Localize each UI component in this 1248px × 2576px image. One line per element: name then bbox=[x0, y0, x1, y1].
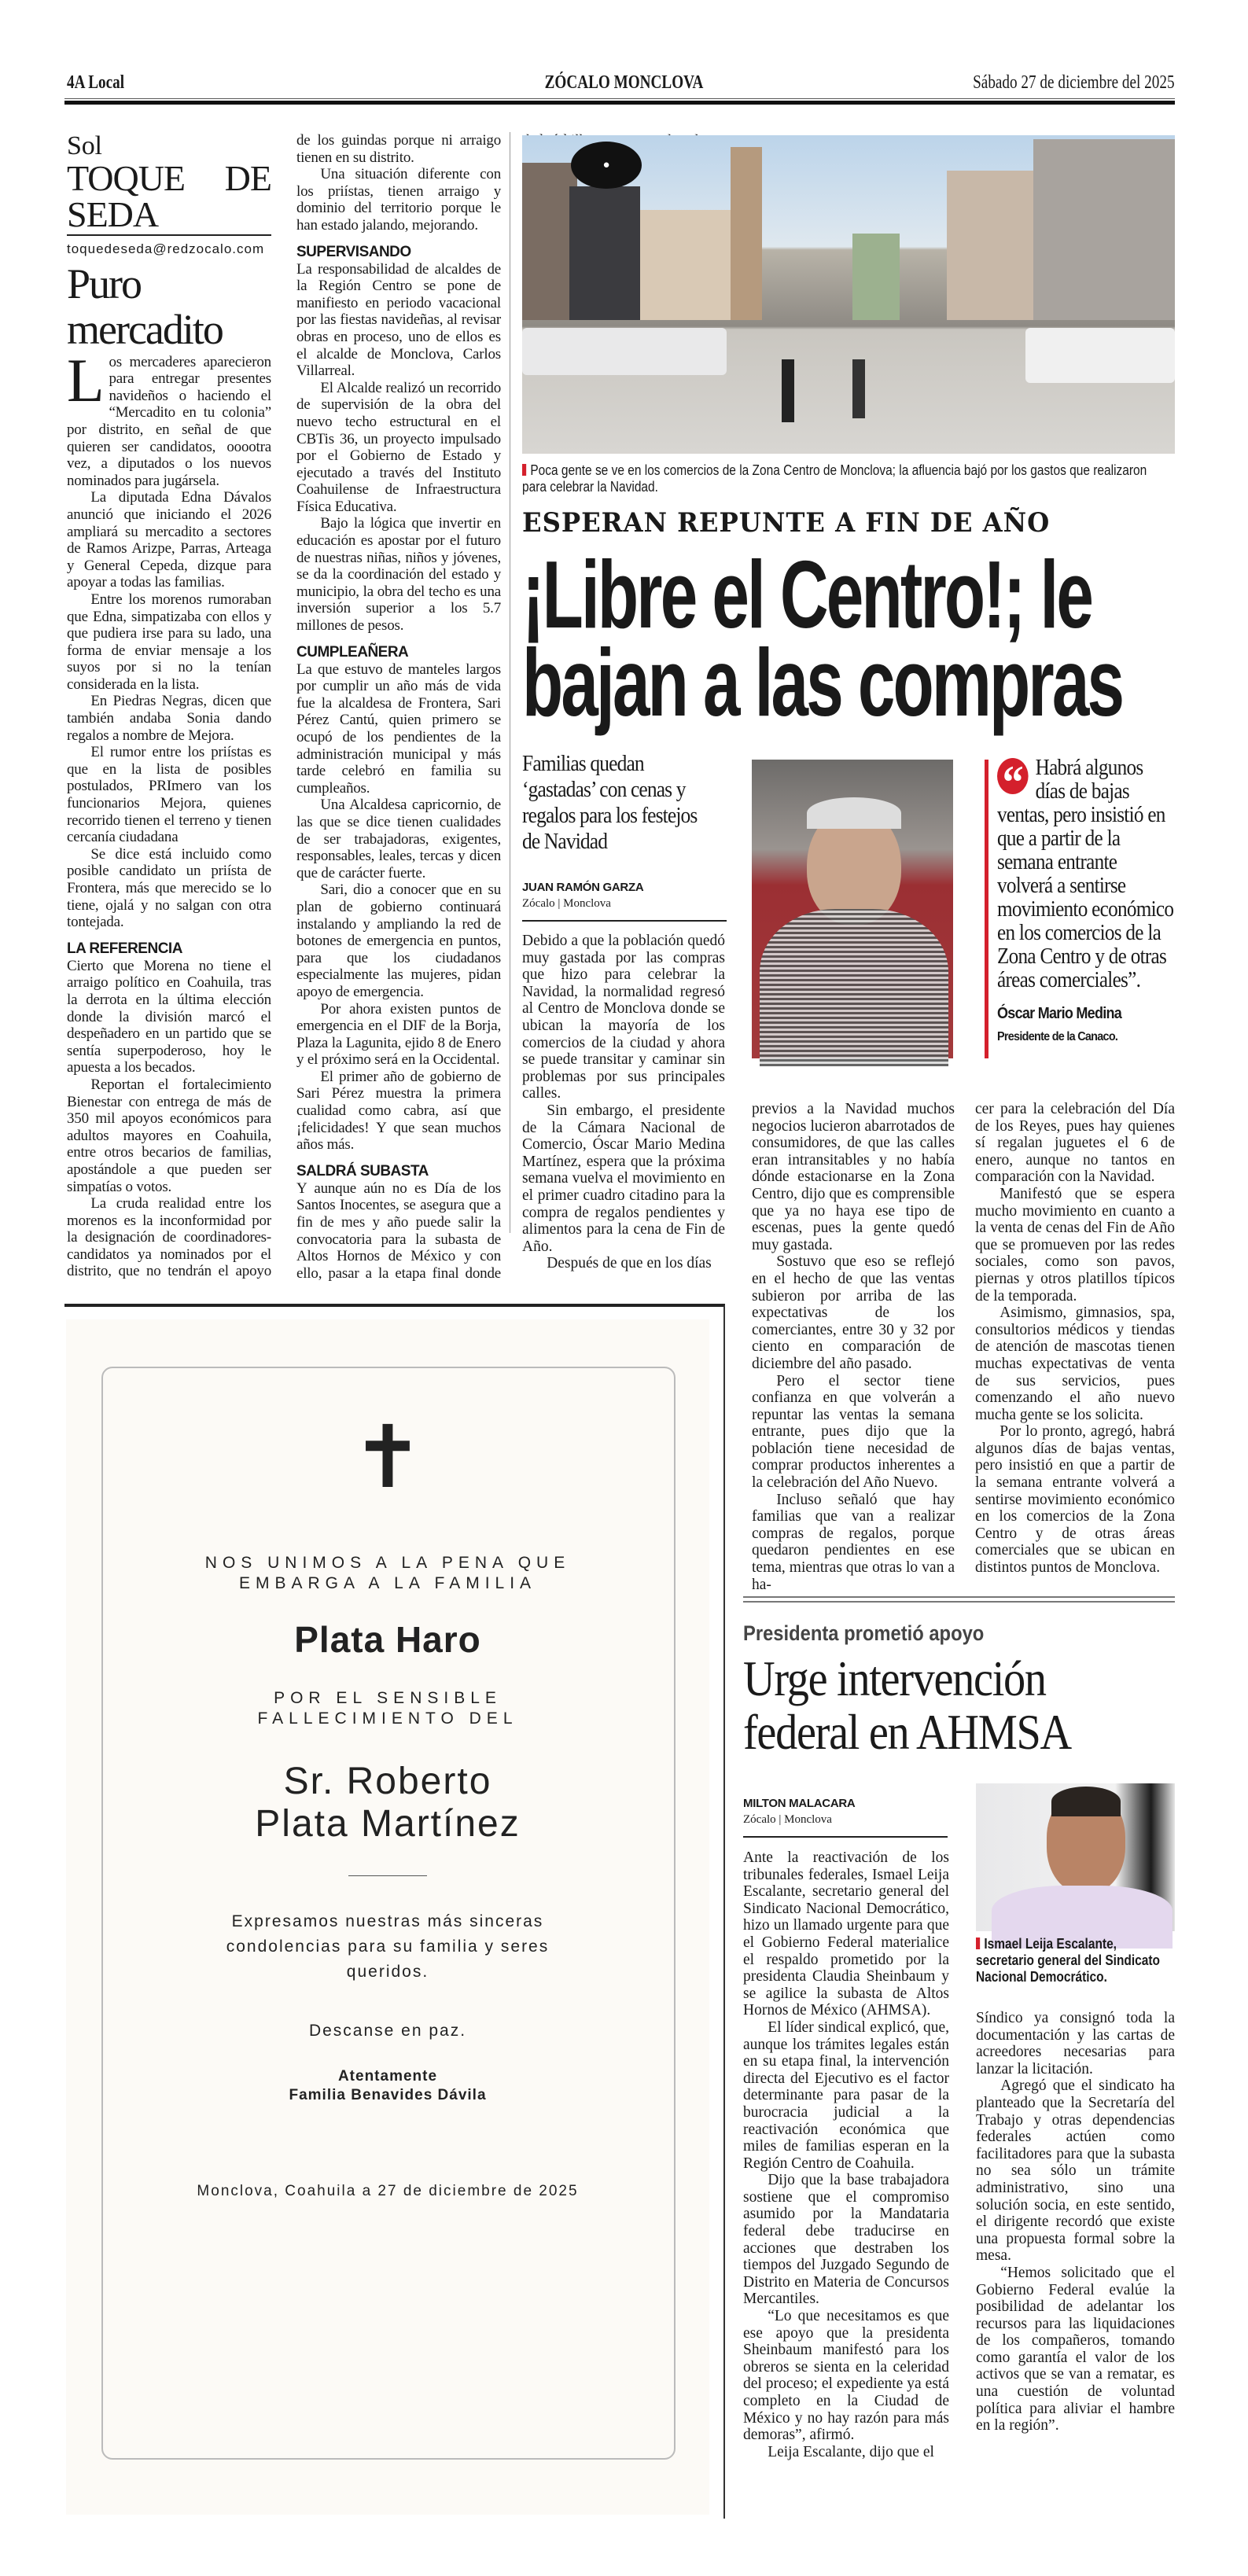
paragraph: Bajo la lógica que invertir en educación es apostar por el futuro de nuestras niñas, niños y jóvenes, se da la coordinación del estado y municipio, la obra del techo es una inversión superior a los 5.7 millones de pesos. bbox=[296, 515, 501, 635]
paragraph: Incluso señaló que hay familias que van a realizar compras de regalos, porque quedaron pendientes en ese tema, mientras que otras lo van a ha- bbox=[752, 1491, 955, 1593]
article-body-column-1 bbox=[522, 933, 725, 1272]
author-location: Zócalo | Monclova bbox=[522, 897, 611, 910]
second-byline bbox=[743, 1797, 948, 1838]
paragraph: Síndico ya consignó toda la documentación y las cartas de acreedores necesarias para lanzar la licitación. bbox=[976, 2010, 1175, 2077]
column-lead-paragraph bbox=[67, 345, 271, 490]
paragraph: Ante la reactivación de los tribunales federales, Ismael Leija Escalante, secretario general del Sindicato Nacional Democrático, hizo un llamado urgente para que el Gobierno Federal materialice el respaldo prometido por la presidenta Claudia Sheinbaum y se agilice la subasta de Altos Hornos de México (AHMSA). bbox=[743, 1849, 949, 2019]
lead-text: os mercaderes aparecieron para entregar presentes navideños o haciendo el “Mercadito en tu colonia” por distrito, en señal de que quieren ser candidatos, ooootra vez, a diputados o los nuevos nominados para jugársela. bbox=[67, 353, 271, 489]
paragraph: La diputada Edna Dávalos anunció que iniciando el 2026 ampliará su mercadito a sectores de Ramos Arizpe, Parras, Arteaga y General Cepeda, dizque para apoyar a todas las familias. bbox=[67, 489, 271, 591]
quote-mark-icon: “ bbox=[997, 758, 1029, 794]
obit-condolence-1: Expresamos nuestras más sinceras bbox=[231, 1912, 544, 1930]
paragraph: El líder sindical explicó, que, aunque los trámites legales están en su etapa final, la intervención directa del Ejecutivo es el factor determinante para pasar de la burocracia judicial a la reactivación económica que miles de familias esperan en la Región Centro de Coahuila. bbox=[743, 2018, 949, 2172]
paragraph: La que estuvo de manteles largos por cumplir un año más de vida fue la alcaldesa de Frontera, Sari Pérez Cantú, quien primero se ocupó de los pendientes de la administración municipal y más tarde celebró en familia su cumpleaños. bbox=[296, 661, 501, 797]
paragraph: La responsabilidad de alcaldes de la Región Centro se pone de manifiesto en periodo vacacional por las fiestas navideñas, al revisar obras en proceso, uno de ellos es el alcalde de Monclova, Carlos Villarreal. bbox=[296, 260, 501, 380]
paragraph: Una situación diferente con los priístas, tienen arraigo y dominio del territorio porque le han estado jalando, mejorando. bbox=[296, 166, 501, 234]
caption-marker-icon bbox=[522, 464, 526, 476]
paragraph: Asimismo, gimnasios, spa, consultorios médicos y tiendas de atención de mascotas tienen muchas expectativas de venta de sus servicios, pues comenzando el año nuevo mucha gente se los solicita. bbox=[975, 1305, 1175, 1423]
author-name: JUAN RAMÓN GARZA bbox=[522, 881, 644, 894]
article-kicker: ESPERAN REPUNTE A FIN DE AÑO bbox=[522, 507, 1051, 539]
column-email[interactable]: toquedeseda@redzocalo.com bbox=[67, 241, 265, 256]
column-name: TOQUE DE SEDA bbox=[67, 158, 271, 234]
obit-family: Plata Haro bbox=[294, 1619, 481, 1660]
paragraph: Y aunque aún no es Día de los Santos Inocentes, se asegura que a fin de mes y año puede salir la convocatoria para la subasta de Altos Hornos de México y con ello, pasar a la etapa final donde bbox=[296, 1179, 501, 1282]
paragraph: Cierto que Morena no tiene el arraigo político en Coahuila, tras la derrota en la última elección donde la división marcó el despeñadero en un partido que se sentía superpoderoso, hoy le apuesta a los becados. bbox=[67, 957, 271, 1076]
obit-line-2: EMBARGA A LA FAMILIA bbox=[238, 1574, 537, 1592]
drop-cap: L bbox=[67, 345, 105, 414]
second-headline-line-1: Urge intervención bbox=[743, 1650, 1046, 1706]
caption-text: Poca gente se ve en los comercios de la Zona Centro de Monclova; la afluencia bajó por los gastos que realizaron para celebrar la Navidad. bbox=[522, 462, 1147, 495]
column-subhead: SUPERVISANDO bbox=[296, 243, 411, 260]
second-author-name: MILTON MALACARA bbox=[743, 1797, 856, 1810]
obit-line-3: POR EL SENSIBLE bbox=[274, 1689, 502, 1707]
obituary-ad bbox=[64, 1304, 725, 2519]
headline-line-1: ¡Libre el Centro!; le bbox=[522, 541, 1092, 648]
obit-condolence-3: queridos. bbox=[346, 1963, 429, 1981]
article-body-column-3 bbox=[975, 1101, 1175, 1577]
paragraph: Por ahora existen puntos de emergencia en el DIF de la Borja, Plaza la Lagunita, ejido 8 de Enero y el próximo será en la Occidental. bbox=[296, 1000, 501, 1069]
paragraph: El Alcalde realizó un recorrido de supervisión de la obra del nuevo techo estructural en el CBTis 36, un proyecto impulsado por el Gobierno de Estado y ejecutado a través del Instituto Coahuilense de Infraestructura Física Educativa. bbox=[296, 379, 501, 515]
paragraph: Sin embargo, el presidente de la Cámara Nacional de Comercio, Óscar Mario Medina Martínez, espera que la próxima semana vuelva el movimiento en el primer cuadro citadino para la compra de regalos pendientes y alimentos para la cena de Fin de Año. bbox=[522, 1102, 725, 1255]
section-rule-1 bbox=[743, 1596, 1175, 1598]
shop-sign: ● bbox=[571, 142, 642, 189]
section-rule-2 bbox=[743, 1601, 1175, 1603]
obit-deceased-name-1: Sr. Roberto bbox=[283, 1761, 492, 1802]
paragraph: Por lo pronto, agregó, habrá algunos días de bajas ventas, pero insistió en que a partir de la semana entrante volverá a sentirse movimiento económico en los comercios de la Zona Centro y de otras áreas comerciales que se ubican en distintos puntos de Monclova. bbox=[975, 1423, 1175, 1577]
second-article-column-2 bbox=[976, 2010, 1175, 2434]
second-headline-line-2: federal en AHMSA bbox=[743, 1704, 1071, 1760]
paragraph: Agregó que el sindicato ha planteado que la Secretaría del Trabajo y otras dependencias federales actúen como facilitadores para que la subasta no sea sólo un trámite administrativo, sino una solución socia, en este sentido, el dirigente recordó que existe una propuesta formal sobre la mesa. bbox=[976, 2077, 1175, 2265]
article-dek: Familias quedan ‘gastadas’ con cenas y regalos para los festejos de Navidad bbox=[522, 751, 698, 854]
column-overline: Sol bbox=[67, 131, 102, 160]
paragraph: Leija Escalante, dijo que el bbox=[768, 2443, 934, 2460]
toque-de-seda-column bbox=[67, 132, 501, 1294]
paragraph: Pero el sector tiene confianza en que volverán a repuntar las ventas la semana entrante, pues dijo que la población tiene necesidad de comprar productos inherentes a la celebración del Año Nuevo. bbox=[752, 1372, 955, 1492]
paragraph: “Hemos solicitado que el Gobierno Federal evalúe la posibilidad de adelantar los recursos para las liquidaciones de los compañeros, tomando como garantía el valor de los activos que se van a rematar, es una cuestión de voluntad política para aliviar el hambre en la región”. bbox=[976, 2264, 1175, 2434]
issue-date: Sábado 27 de diciembre del 2025 bbox=[973, 72, 1175, 93]
quote-text: Habrá algunos días de bajas ventas, pero insistió en que a partir de la semana entrante volverá a sentirse movimiento económico en los comercios de la Zona Centro y de otras áreas comerciales”. bbox=[997, 756, 1174, 992]
column-subhead: SALDRÁ SUBASTA bbox=[296, 1162, 429, 1179]
obit-rip: Descanse en paz. bbox=[308, 2022, 467, 2040]
paragraph: Sostuvo que eso se reflejó en el hecho de que las ventas subieron por arriba de las expectativas de los comerciantes, entre 30 y 32 por ciento en comparación de diciembre del año pasado. bbox=[752, 1253, 955, 1372]
second-author-location: Zócalo | Monclova bbox=[743, 1813, 832, 1826]
paragraph: previos a la Navidad muchos negocios lucieron abarrotados de consumidores, de que las calles eran intransitables y no había dónde estacionarse en la Zona Centro, dijo que es comprensible que ya no haya ese tipo de escenas, pues la gente quedó muy gastada. bbox=[752, 1101, 955, 1253]
second-article-kicker: Presidenta prometió apoyo bbox=[743, 1621, 985, 1645]
street-photo bbox=[522, 135, 1175, 454]
paragraph: El rumor entre los priístas es que en la lista de posibles postulados, PRImero van los funcionarios Mejora, quienes recorrido tienen el terreno y tienen cercanía ciudadana bbox=[67, 744, 271, 846]
newspaper-name: ZÓCALO MONCLOVA bbox=[544, 72, 704, 93]
portrait-photo-oscar-mario-medina bbox=[752, 760, 953, 1058]
column-subhead: CUMPLEAÑERA bbox=[296, 643, 409, 661]
header-rule-thick bbox=[64, 101, 1175, 105]
pull-quote bbox=[997, 756, 1174, 1049]
paragraph: El primer año de gobierno de Sari Pérez muestra la primera cualidad como cabra, así que ¡felicidades! Y que sean muchos años más. bbox=[296, 1068, 501, 1154]
paragraph: Dijo que la base trabajadora sostiene que el compromiso asumido por la Mandataria federal debe traducirse en acciones que destraben los tiempos del Juzgado Segundo de Distrito en Materia de Concursos Mercantiles. bbox=[743, 2172, 949, 2308]
article-body-column-2 bbox=[752, 1101, 955, 1593]
obit-sign-2: Familia Benavides Dávila bbox=[289, 2087, 487, 2103]
page-section-label: 4A Local bbox=[67, 72, 125, 93]
column-subhead: LA REFERENCIA bbox=[67, 940, 182, 957]
caption-marker-icon bbox=[976, 1938, 980, 1949]
paragraph: Manifestó que se espera mucho movimiento en cuanto a la venta de cenas del Fin de Año que se promueven por las redes sociales, como son pavos, piernas y otros platillos típicos de la temporada. bbox=[975, 1185, 1175, 1305]
second-article-column-1 bbox=[743, 1849, 949, 2460]
byline bbox=[522, 881, 727, 922]
paragraph: Después de que en los días bbox=[547, 1255, 712, 1272]
photo-caption bbox=[522, 462, 1172, 495]
paragraph: Se dice está incluido como posible candidato un priísta de Frontera, más que merecido se lo tiene, ojalá y no salgan con otra tontejada. bbox=[67, 845, 271, 931]
paragraph: Debido a que la población quedó muy gastada por las compras que hizo para celebrar la Navidad, la normalidad regresó al Centro de Monclova donde se ubican la mayoría de los comercios de la ciudad y ahora se puede transitar y caminar sin problemas por sus principales calles. bbox=[522, 933, 725, 1102]
paragraph: La cruda realidad entre los morenos es la inconformidad por la designación de coordinadores-candidatos ya nominados por el distrito, que no tendrán el apoyo de los guindas porque ni arraigo tienen en su distrito. bbox=[67, 132, 501, 1280]
paragraph: Sari, dio a conocer que en su plan de gobierno continuará instalando y ampliando la red de botones de emergencia en puntos, para que los ciudadanos especialmente las mujeres, pidan apoyo de emergencia. bbox=[296, 881, 501, 1000]
portrait-photo-ismael-leija bbox=[976, 1783, 1175, 1931]
paragraph: “Lo que necesitamos es que ese apoyo que la presidenta Sheinbaum manifestó para los obreros se sienta en la celeridad del proceso; el expediente ya está completo en la Ciudad de México y no hay razón para más demoras”, afirmó. bbox=[743, 2308, 949, 2444]
paragraph: cer para la celebración del Día de los Reyes, pues hay quienes sí regalan juguetes el 6 de enero, aunque no tantos en comparación con la Navidad. bbox=[975, 1101, 1175, 1186]
quote-author-role: Presidente de la Canaco. bbox=[997, 1030, 1118, 1043]
obit-condolence-2: condolencias para su familia y seres bbox=[226, 1938, 550, 1956]
obit-divider bbox=[348, 1875, 427, 1876]
column-title: Puro mercadito bbox=[67, 259, 223, 353]
paragraph: Una Alcaldesa capricornio, de las que se dice tienen cualidades de ser trabajadoras, exigentes, responsables, leales, tercas y dicen que de carácter fuerte. bbox=[296, 797, 501, 881]
paragraph: Entre los morenos rumoraban que Edna, simpatizaba con ellos y que pudiera irse para su lado, una forma de enviar mensaje a los suyos por si no la tenían considerada en la lista. bbox=[67, 591, 271, 693]
headline-line-2: bajan a las compras bbox=[522, 629, 1123, 736]
quote-author: Óscar Mario Medina bbox=[997, 1005, 1122, 1022]
obit-line-4: FALLECIMIENTO DEL bbox=[257, 1709, 518, 1728]
obit-deceased-name-2: Plata Martínez bbox=[255, 1803, 521, 1845]
paragraph: Reportan el fortalecimiento Bienestar con entrega de más de 350 mil apoyos económicos para adultos mayores en Coahuila, entre otros becarios de familias, apostándole a que pueden ser simpatías o votos. bbox=[67, 1076, 271, 1195]
cross-icon: ✝ bbox=[351, 1407, 425, 1507]
quote-accent-bar bbox=[985, 760, 988, 1058]
header-rule-thin bbox=[64, 98, 1175, 99]
paragraph: En Piedras Negras, dicen que también andaba Sonia dando regalos a nombre de Mejora. bbox=[67, 693, 271, 744]
obit-sign-1: Atentamente bbox=[337, 2068, 438, 2085]
obit-line-1: NOS UNIMOS A LA PENA QUE bbox=[204, 1554, 571, 1572]
caption-text: Ismael Leija Escalante, secretario general del Sindicato Nacional Democrático. bbox=[976, 1936, 1161, 1985]
obit-place-date: Monclova, Coahuila a 27 de diciembre de 2025 bbox=[197, 2183, 579, 2199]
second-photo-caption bbox=[976, 1936, 1172, 1985]
